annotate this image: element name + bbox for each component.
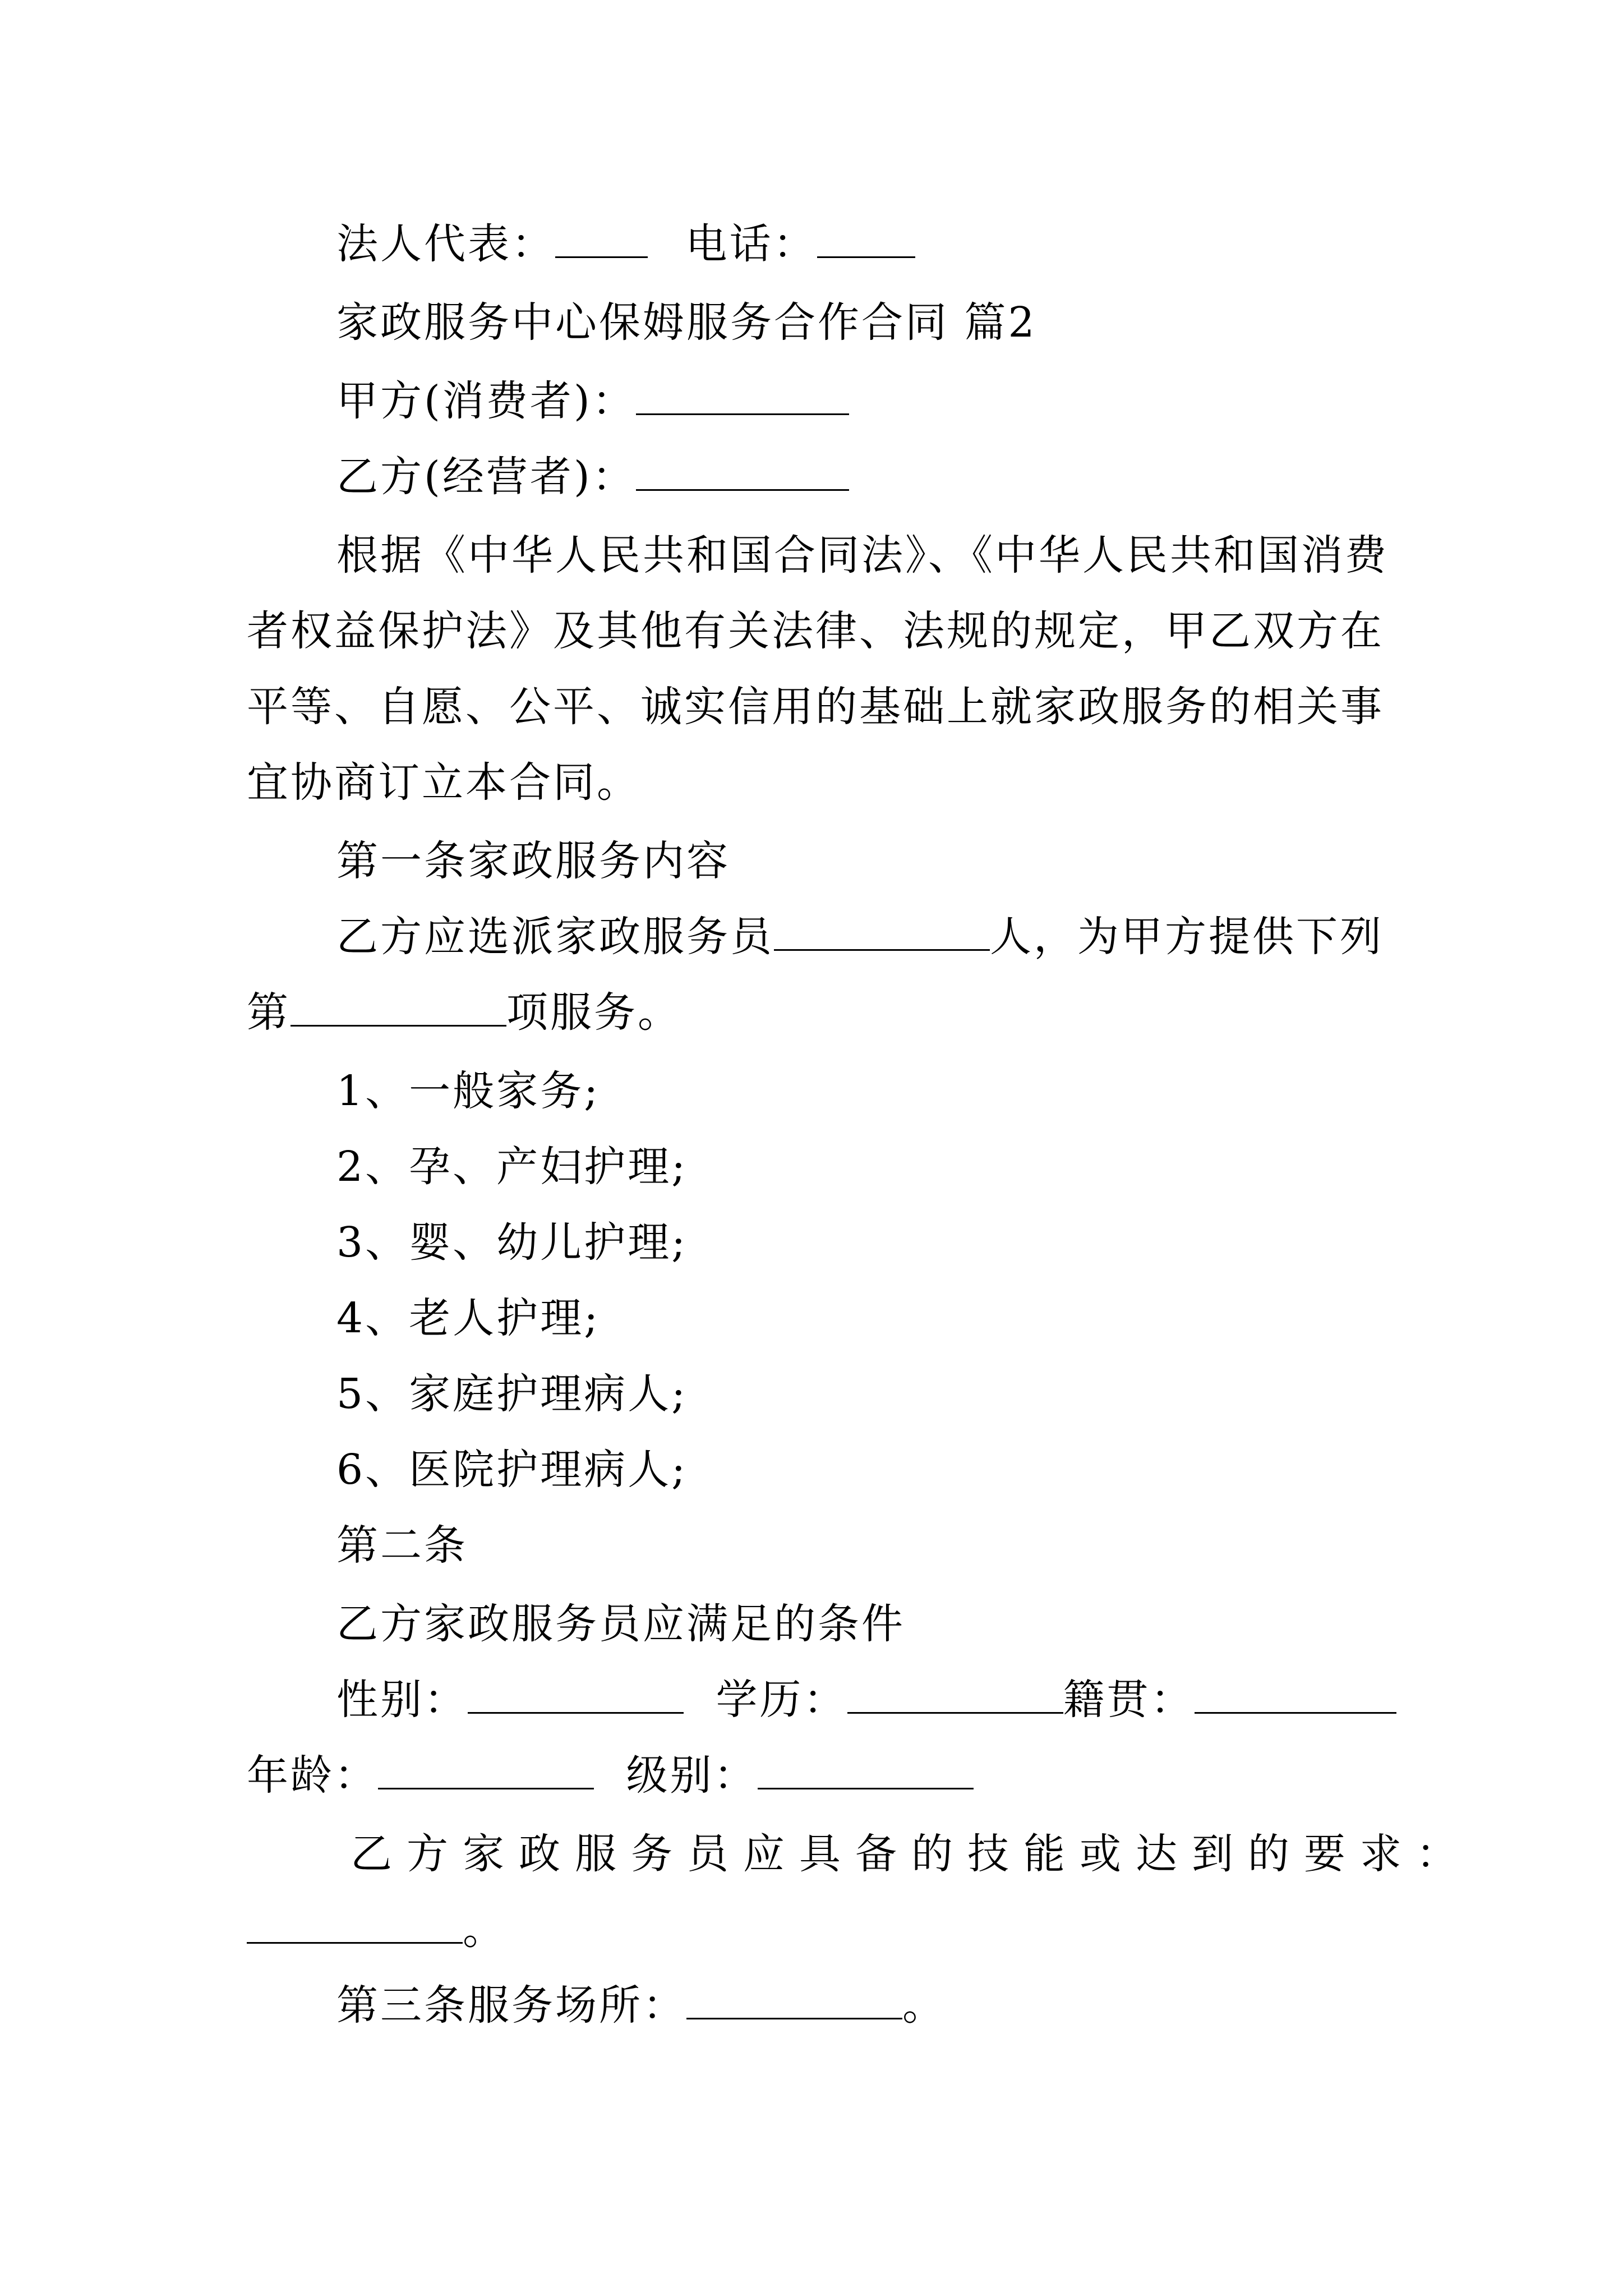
education-label: 学历： (716, 1676, 847, 1724)
gender-blank (468, 1673, 684, 1714)
service-item-3: 3、婴、幼儿护理; (336, 1218, 688, 1267)
phone-label: 电话： (685, 220, 817, 268)
legal-rep-label: 法人代表： (336, 220, 555, 268)
skills-answer-line (247, 1902, 506, 1958)
conditions-line-2 (247, 1747, 974, 1803)
party-b-blank (636, 450, 849, 491)
level-blank (758, 1749, 974, 1789)
service-item-4: 4、老人护理; (336, 1294, 601, 1342)
service-item-1: 1、一般家务; (336, 1067, 601, 1115)
article2-subtitle: 乙方家政服务员应满足的条件 (336, 1600, 905, 1648)
service-place-blank (686, 1978, 902, 2019)
service-item-6: 6、医院护理病人; (336, 1446, 688, 1494)
gender-label: 性别： (336, 1676, 468, 1724)
age-label: 年龄： (247, 1751, 378, 1800)
contract-title: 家政服务中心保姆服务合作合同 篇2 (336, 298, 1037, 347)
article2-title: 第二条 (336, 1521, 468, 1570)
service-item-2: 2、孕、产妇护理; (336, 1143, 688, 1191)
article1-title: 第一条家政服务内容 (336, 837, 730, 885)
party-a-label: 甲方(消费者)： (336, 377, 636, 425)
intro-line-3: 平等、自愿、公平、诚实信用的基础上就家政服务的相关事 (247, 683, 1384, 731)
article1-part-c: 第 (247, 988, 291, 1037)
phone-blank (817, 217, 915, 258)
party-a-line (336, 373, 849, 429)
article1-part-b: 人，为甲方提供下列 (990, 913, 1384, 961)
article3-label: 第三条服务场所： (336, 1981, 686, 2030)
article1-part-d: 项服务。 (506, 988, 681, 1037)
native-blank (1195, 1673, 1396, 1714)
legal-rep-blank (555, 217, 648, 258)
party-a-blank (636, 374, 849, 415)
staff-count-blank (774, 910, 990, 951)
native-label: 籍贯： (1063, 1676, 1195, 1724)
party-b-line (336, 449, 849, 505)
intro-line-2: 者权益保护法》及其他有关法律、法规的规定，甲乙双方在 (247, 607, 1384, 655)
skills-line: 乙方家政服务员应具备的技能或达到的要求： (351, 1830, 1472, 1878)
service-item-5: 5、家庭护理病人; (336, 1370, 688, 1418)
article1-part-a: 乙方应选派家政服务员 (336, 913, 774, 961)
article3-period: 。 (902, 1981, 946, 2030)
service-item-blank (291, 986, 506, 1027)
party-b-label: 乙方(经营者)： (336, 453, 636, 501)
article1-line-2 (247, 984, 681, 1041)
intro-line-1: 根据《中华人民共和国合同法》、《中华人民共和国消费 (336, 531, 1389, 579)
education-blank (847, 1673, 1063, 1714)
intro-line-4: 宜协商订立本合同。 (247, 758, 640, 807)
skills-blank (247, 1903, 463, 1944)
article3-line (336, 1977, 946, 2033)
level-label: 级别： (626, 1751, 758, 1800)
age-blank (378, 1749, 594, 1789)
conditions-line-1 (336, 1672, 1396, 1728)
skills-period: 。 (463, 1906, 506, 1954)
article1-line-1 (336, 909, 1384, 965)
legal-rep-line (336, 216, 915, 272)
